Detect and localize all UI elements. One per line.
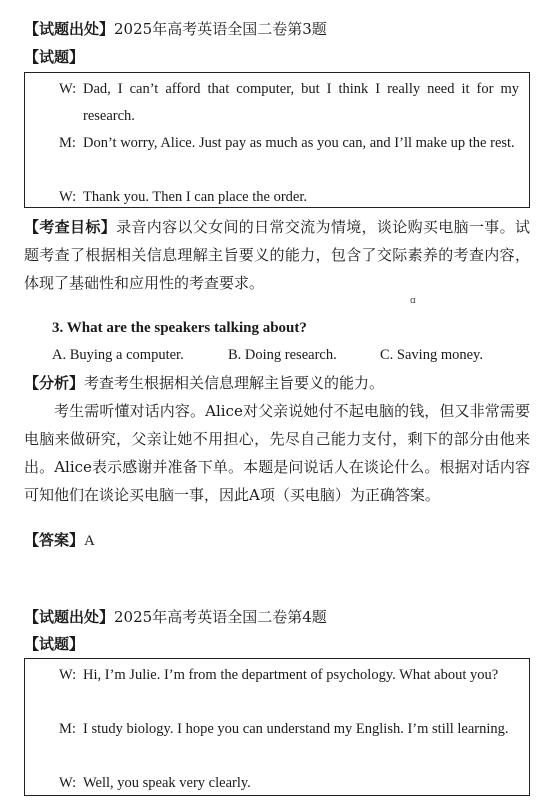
speaker: W:: [59, 189, 77, 205]
utterance: Well, you speak very clearly.: [83, 775, 251, 791]
question-label-line-2: [24, 634, 84, 654]
objective-text: 录音内容以父女间的日常交流为情境，谈论购买电脑一事。试题考查了根据相关信息理解主旨要义的能力，包含了交际素养的考查内容，体现了基础性和应用性的考查要求。: [24, 218, 530, 292]
dialog-line: [59, 662, 519, 689]
analysis-body: 考生需听懂对话内容。Alice对父亲说她付不起电脑的钱，但又非常需要电脑来做研究，父亲让她不用担心，先尽自己能力支付，剩下的部分由他来出。Alice表示感谢并准备下单。本题是问说话人在谈论什么。根据对话内容可知他们在谈论买电脑一事，因此A项（买电脑）为正确答案。: [24, 402, 530, 504]
dialog-line: [59, 716, 519, 743]
speaker: M:: [59, 135, 76, 151]
source-label: 【试题出处】: [24, 608, 115, 626]
question-label: 【试题】: [24, 48, 85, 66]
option-b: B. Doing research.: [228, 347, 337, 363]
question-label-line-1: [24, 47, 84, 67]
utterance: Thank you. Then I can place the order.: [83, 189, 307, 205]
speaker: W:: [59, 775, 77, 791]
question-3: 3. What are the speakers talking about?: [52, 320, 307, 336]
dialog-box-1: [24, 72, 530, 208]
objective-paragraph: [24, 213, 530, 297]
answer-line: [24, 530, 95, 551]
source-text: 2025年高考英语全国二卷第3题: [114, 20, 327, 38]
source-text: 2025年高考英语全国二卷第4题: [114, 608, 327, 626]
utterance: Hi, I’m Julie. I’m from the department of psychology. What about you?: [83, 667, 499, 683]
speaker: M:: [59, 721, 76, 737]
dialog-line: [59, 130, 519, 157]
dialog-box-2: [24, 658, 530, 796]
options-row: [52, 347, 532, 364]
dialog-line: [59, 770, 519, 797]
dialog-line: [59, 184, 519, 211]
source-line-1: [24, 19, 327, 39]
option-c: C. Saving money.: [380, 347, 483, 363]
utterance: I study biology. I hope you can understand my English. I’m still learning.: [83, 721, 509, 737]
utterance: Dad, I can’t afford that computer, but I think I really need it for my research.: [83, 81, 519, 124]
answer-label: 【答案】: [24, 531, 85, 549]
answer-text: A: [84, 533, 95, 549]
source-label: 【试题出处】: [24, 20, 115, 38]
source-line-2: [24, 607, 327, 627]
speaker: W:: [59, 667, 77, 683]
option-a: A. Buying a computer.: [52, 347, 184, 363]
analysis-text: 考查考生根据相关信息理解主旨要义的能力。: [84, 374, 385, 392]
stray-mark: ɑ: [410, 296, 416, 306]
utterance: Don’t worry, Alice. Just pay as much as you can, and I’ll make up the rest.: [83, 135, 515, 151]
objective-label: 【考查目标】: [24, 218, 117, 236]
analysis-line: [24, 373, 384, 393]
question-label: 【试题】: [24, 635, 85, 653]
analysis-label: 【分析】: [24, 374, 85, 392]
dialog-line: [59, 76, 519, 130]
speaker: W:: [59, 81, 77, 97]
